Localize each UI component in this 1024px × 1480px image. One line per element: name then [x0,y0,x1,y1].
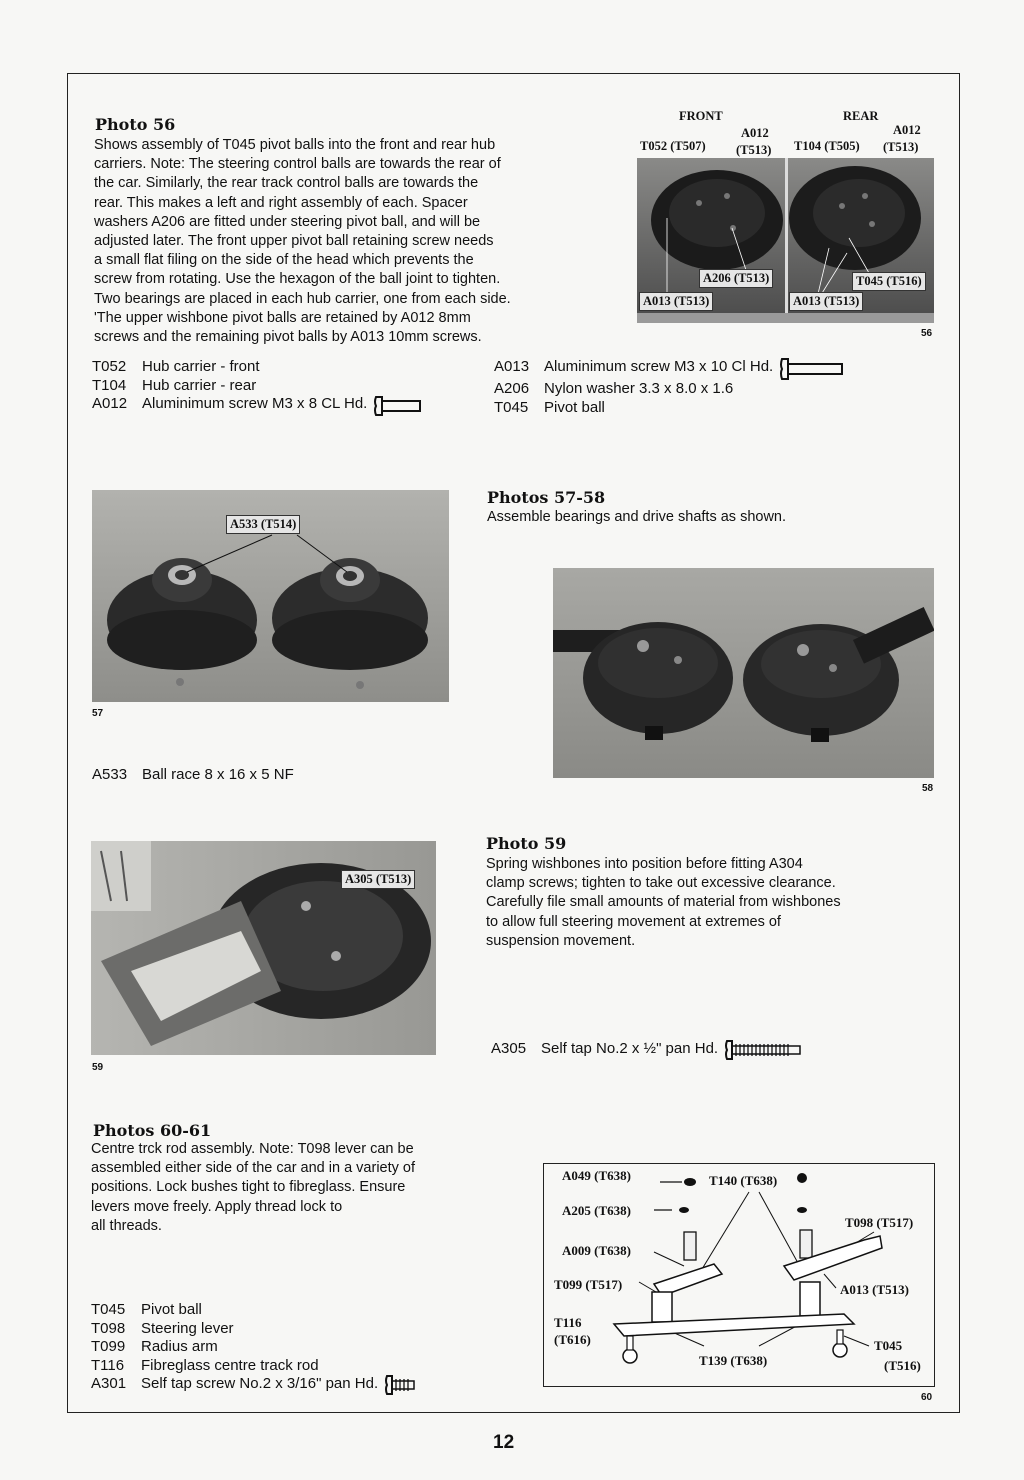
text-line: all threads. [91,1217,162,1234]
parts-list-59 [491,1040,804,1060]
text-line: washers A206 are fitted under steering pivot ball, and will be [94,213,481,230]
part-desc: Steering lever [141,1319,234,1337]
part-desc: Nylon washer 3.3 x 8.0 x 1.6 [544,380,734,397]
short-self-tap-screw-icon [384,1375,418,1395]
diagram-label-t616: (T616) [554,1332,591,1347]
text-line: rear. This makes a left and right assembly of each. Spacer [94,194,468,211]
part-row [494,380,845,399]
part-row [491,1040,804,1060]
text-line: assembled either side of the car and in a variety of [91,1160,416,1177]
diagram-label-t140: T140 (T638) [709,1173,778,1188]
photo-number-58: 58 [922,783,934,794]
label-a012-rear: A012 [893,123,921,137]
text-line: Centre trck rod assembly. Note: T098 lever can be [91,1141,414,1157]
label-rear: REAR [843,109,879,123]
diagram-label-t099: T099 (T517) [554,1277,623,1292]
diagram-label-a009: A009 (T638) [562,1243,631,1258]
text-line: Shows assembly of T045 pivot balls into the front and rear hub [94,137,496,153]
label-a013-rear: A013 (T513) [789,292,863,311]
screw-m3x10-icon [779,358,845,380]
part-desc: Ball race 8 x 16 x 5 NF [142,766,294,783]
part-code: T104 [92,376,127,394]
part-code: A533 [92,766,128,783]
label-t513-front: (T513) [736,143,772,157]
photo-58-image [553,568,934,778]
label-t045: T045 (T516) [852,272,926,291]
part-row [92,358,423,377]
part-desc: Pivot ball [141,1301,202,1318]
diagram-label-t098: T098 (T517) [845,1215,914,1230]
label-a206: A206 (T513) [699,269,773,288]
parts-list-57 [92,766,294,785]
diagram-label-a013: A013 (T513) [840,1282,909,1297]
part-row [91,1357,418,1376]
part-desc: Hub carrier - rear [142,376,257,394]
part-code: T116 [91,1356,125,1374]
part-code: A305 [491,1040,527,1057]
diagram-label-a205: A205 (T638) [562,1203,631,1218]
label-t052: T052 (T507) [640,139,706,153]
photo-number-57: 57 [92,708,104,719]
photo59-text [486,855,906,951]
label-a013-front: A013 (T513) [639,292,713,311]
text-line: a small flat filing on the side of the head which prevents the [94,252,474,269]
photos5758-text: Assemble bearings and drive shafts as shown. [487,509,787,525]
diagram-label-t045: T045 [874,1338,903,1353]
diagram-60 [543,1163,935,1387]
parts-list-60 [91,1301,418,1395]
diagram-label-t516: (T516) [884,1358,921,1373]
part-code: T099 [91,1338,126,1355]
part-code: T045 [91,1301,126,1318]
text-line: adjusted later. The front upper pivot ball retaining screw needs [94,233,494,250]
self-tap-screw-icon [724,1040,804,1060]
text-line: suspension movement. [486,932,636,949]
text-line: the car. Similarly, the rear track control balls are towards the [94,175,479,192]
part-code: T052 [92,358,127,375]
part-desc: Fibreglass centre track rod [141,1356,319,1374]
diagram-label-t139: T139 (T638) [699,1353,768,1368]
part-code: A012 [92,395,128,412]
diagram-label-t116: T116 [554,1315,582,1330]
label-t513-rear: (T513) [883,140,919,154]
part-code: A206 [494,380,530,397]
part-code: A013 [494,358,530,375]
part-desc: Self tap No.2 x ½" pan Hd. [541,1040,719,1057]
photos6061-text [91,1140,471,1236]
part-row [92,766,294,785]
text-line: 'The upper wishbone pivot balls are retained by A012 8mm [94,309,471,326]
text-line: Spring wishbones into position before fitting A304 [486,856,803,872]
part-row [92,395,423,417]
photo56-text [94,136,554,347]
text-line: positions. Lock bushes tight to fibreglass. Ensure [91,1179,406,1196]
photos5758-title: Photos 57-58 [487,488,606,507]
screw-m3x8-icon [373,395,423,417]
part-row [91,1301,418,1320]
text-line: to allow full steering movement at extremes of [486,913,781,930]
photo-number-56: 56 [921,328,933,339]
parts-list-56-left [92,358,423,417]
part-row [91,1375,418,1395]
label-front: FRONT [679,109,723,123]
label-a533: A533 (T514) [226,515,300,534]
photos6061-title: Photos 60-61 [93,1121,212,1140]
text-line: screw from rotating. Use the hexagon of the ball joint to tighten. [94,271,501,288]
text-line: levers move freely. Apply thread lock to [91,1198,343,1215]
part-code: T045 [494,398,529,416]
photo-number-59: 59 [92,1062,104,1073]
part-desc: Radius arm [141,1338,218,1355]
part-code: A301 [91,1375,127,1392]
text-line: clamp screws; tighten to take out excessive clearance. [486,875,836,892]
text-line: carriers. Note: The steering control balls are towards the rear of [94,156,501,173]
label-t104: T104 (T505) [794,139,860,153]
part-row [91,1320,418,1339]
part-desc: Aluminimum screw M3 x 10 Cl Hd. [544,358,774,375]
photo59-title: Photo 59 [486,834,567,853]
diagram-label-a049: A049 (T638) [562,1168,631,1183]
page-number: 12 [493,1432,515,1453]
text-line: Carefully file small amounts of material from wishbones [486,894,841,911]
label-a012-front: A012 [741,126,769,140]
part-desc: Aluminimum screw M3 x 8 CL Hd. [142,395,368,412]
part-row [494,399,845,418]
text-line: screws and the remaining pivot balls by A013 10mm screws. [94,329,482,346]
photo-number-60: 60 [921,1392,933,1403]
part-row [494,358,845,380]
part-desc: Hub carrier - front [142,358,260,375]
part-desc: Pivot ball [544,398,605,416]
part-row [92,377,423,396]
part-desc: Self tap screw No.2 x 3/16" pan Hd. [141,1375,379,1392]
text-line: Two bearings are placed in each hub carrier, one from each side. [94,290,511,307]
part-row [91,1338,418,1357]
label-a305: A305 (T513) [341,870,415,889]
part-code: T098 [91,1319,126,1337]
parts-list-56-right [494,358,845,417]
photo56-title: Photo 56 [95,115,176,134]
